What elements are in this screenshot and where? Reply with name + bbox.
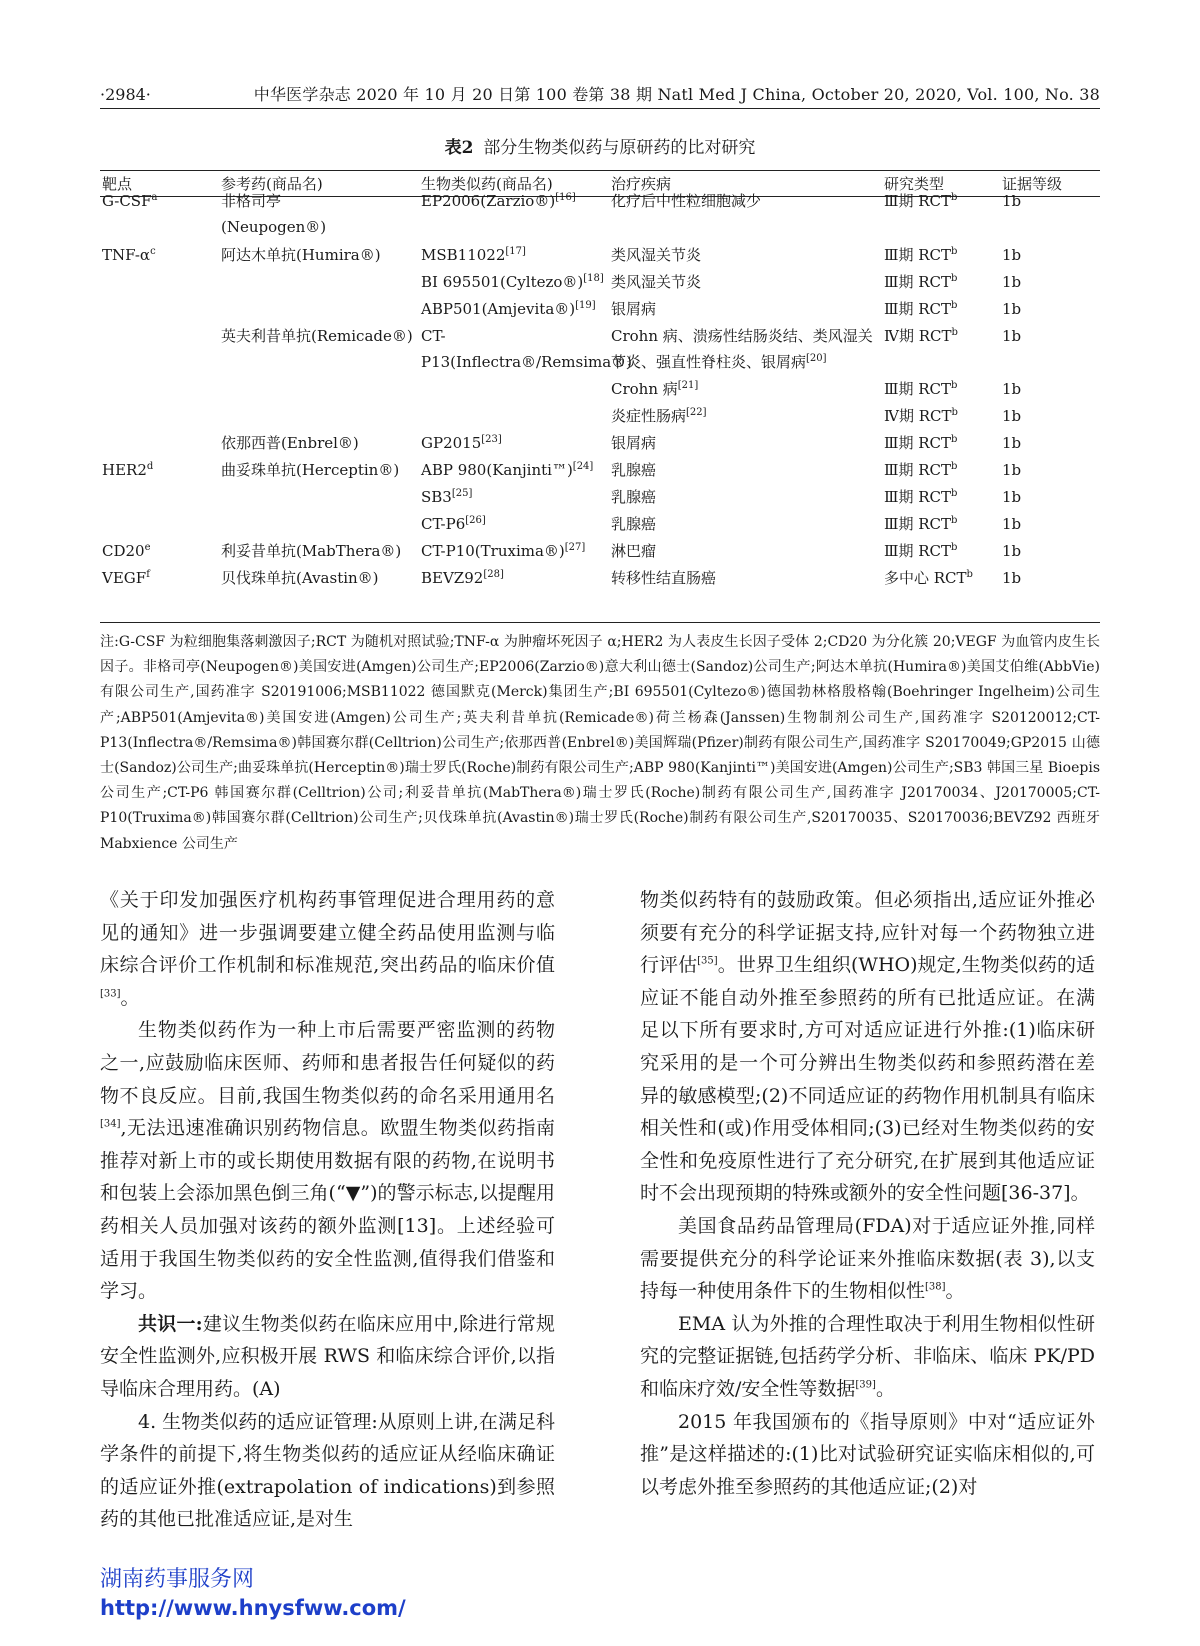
table-cell-study-type: Ⅲ期 RCT$^b$ bbox=[884, 246, 958, 264]
footnote-marker: b bbox=[951, 515, 958, 526]
table-cell-study-type: Ⅲ期 RCT$^b$ bbox=[884, 273, 958, 291]
table-cell-disease: 炎症性肠病[22] bbox=[611, 407, 707, 425]
footnote-marker: b bbox=[951, 327, 958, 338]
body-paragraph-right: 物类似药特有的鼓励政策。但必须指出,适应证外推必须要有充分的科学证据支持,应针对每一个药物独立进行评估[35]。世界卫生组织(WHO)规定,生物类似药的适应证不能自动外推至参照药的所有已批适应证。在满足以下所有要求时,方可对适应证进行外推:(1)临床研究采用的是一个可分辨出生物类似药和参照药潜在差异的敏感模型;(2)不同适应证的药物作用机制具有临床相关性和(或)作用受体相同;(3)已经对生物类似药的安全性和免疫原性进行了充分研究,在扩展到其他适应证时不会出现预期的特殊或额外的安全性问题[36-37]。 bbox=[640, 889, 1095, 1205]
table-cell-evidence-level: 1b bbox=[1002, 246, 1022, 264]
table-cell-evidence-level: 1b bbox=[1002, 192, 1022, 210]
table-header-col-disease: 治疗疾病 bbox=[611, 175, 672, 193]
table-cell-biosimilar: EP2006(Zarzio®)[16] bbox=[421, 192, 576, 210]
table-cell-study-type: Ⅲ期 RCT$^b$ bbox=[884, 542, 958, 560]
citation-ref: [18] bbox=[583, 273, 604, 284]
citation-ref: [38] bbox=[925, 1281, 946, 1293]
citation-ref: [28] bbox=[483, 569, 504, 580]
footnote-marker: b bbox=[951, 542, 958, 553]
table-cell-evidence-level: 1b bbox=[1002, 461, 1022, 479]
table-header-col-study-type: 研究类型 bbox=[884, 175, 945, 193]
table-cell-disease: 乳腺癌 bbox=[611, 461, 657, 479]
table-cell-evidence-level: 1b bbox=[1002, 542, 1022, 560]
table-cell-biosimilar: ABP501(Amjevita®)[19] bbox=[421, 300, 596, 318]
table-cell-biosimilar: BI 695501(Cyltezo®)[18] bbox=[421, 273, 604, 291]
table-cell-reference: 曲妥珠单抗(Herceptin®) bbox=[221, 461, 400, 479]
body-paragraph-right: 美国食品药品管理局(FDA)对于适应证外推,同样需要提供充分的科学论证来外推临床数据(表 3),以支持每一种使用条件下的生物相似性[38]。 bbox=[640, 1214, 1095, 1303]
body-paragraph-right: EMA 认为外推的合理性取决于利用生物相似性研究的完整证据链,包括药学分析、非临床、临床 PK/PD 和临床疗效/安全性等数据[39]。 bbox=[640, 1312, 1095, 1400]
table-cell-study-type: Ⅲ期 RCT$^b$ bbox=[884, 300, 958, 318]
footnote-marker: f bbox=[146, 569, 150, 580]
footnote-marker: b bbox=[951, 192, 958, 203]
citation-ref: [25] bbox=[451, 488, 473, 499]
table-cell-disease: 银屑病 bbox=[611, 300, 657, 318]
watermark-site-name: 湖南药事服务网 bbox=[100, 1567, 255, 1592]
table-caption bbox=[100, 136, 1100, 160]
table-cell-reference: 阿达木单抗(Humira®) bbox=[221, 246, 381, 264]
table-bottom-rule bbox=[100, 622, 1100, 623]
citation-ref: [22] bbox=[686, 407, 707, 418]
citation-ref: [34] bbox=[100, 1118, 121, 1130]
body-column-right bbox=[640, 884, 1095, 1503]
table-cell-biosimilar: ABP 980(Kanjinti™)[24] bbox=[421, 461, 594, 479]
table-title: 部分生物类似药与原研药的比对研究 bbox=[483, 138, 756, 158]
citation-ref: [35] bbox=[697, 955, 718, 967]
table-note: 注:G-CSF 为粒细胞集落刺激因子;RCT 为随机对照试验;TNF-α 为肿瘤坏死因子 α;HER2 为人表皮生长因子受体 2;CD20 为分化簇 20;VEGF 为血管内皮生长因子。非格司亭(Neupogen®)美国安进(Amgen)公司生产;EP2006(Zarzio®)意大利山德士(Sandoz)公司生产;阿达木单抗(Humira®)美国艾伯维(AbbVie)有限公司生产,国药准字 S20191006;MSB11022 德国默克(Merck)集团生产;BI 695501(Cyltezo®)德国勃林格殷格翰(Boehringer Ingelheim)公司生产;ABP501(Amjevita®)美国安进(Amgen)公司生产;英夫利昔单抗(Remicade®)荷兰杨森(Janssen)生物制剂公司生产,国药准字 S20120012;CT-P13(Inflectra®/Remsima®)韩国赛尔群(Celltrion)公司生产;依那西普(Enbrel®)美国辉瑞(Pfizer)制药有限公司生产,国药准字 S20170049;GP2015 山德士(Sandoz)公司生产;曲妥珠单抗(Herceptin®)瑞士罗氏(Roche)制药有限公司生产;ABP 980(Kanjinti™)美国安进(Amgen)公司生产;SB3 韩国三星 Bioepis 公司生产;CT-P6 韩国赛尔群(Celltrion)公司;利妥昔单抗(MabThera®)瑞士罗氏(Roche)制药有限公司生产,国药准字 J20170034、J20170005;CT-P10(Truxima®)韩国赛尔群(Celltrion)公司生产;贝伐珠单抗(Avastin®)瑞士罗氏(Roche)制药有限公司生产,S20170035、S20170036;BEVZ92 西班牙 Mabxience 公司生产 bbox=[100, 634, 1100, 852]
table-cell-study-type: 多中心 RCT$^b$ bbox=[884, 569, 973, 587]
table-cell-biosimilar: CT-P10(Truxima®)[27] bbox=[421, 542, 586, 560]
table-cell-disease: 乳腺癌 bbox=[611, 515, 657, 533]
footnote-marker: d bbox=[146, 461, 154, 472]
table-cell-disease: 淋巴瘤 bbox=[611, 542, 657, 560]
body-paragraph-left: 4. 生物类似药的适应证管理:从原则上讲,在满足科学条件的前提下,将生物类似药的适应证从经临床确证的适应证外推(extrapolation of indications)到参照药的其他已批准适应证,是对生 bbox=[100, 1410, 555, 1531]
table-cell-study-type: Ⅳ期 RCT$^b$ bbox=[884, 327, 958, 345]
citation-ref: [20] bbox=[806, 353, 827, 364]
table-cell-disease: 化疗后中性粒细胞减少 bbox=[611, 192, 762, 210]
page-number: ·2984· bbox=[100, 85, 151, 104]
table-cell-study-type: Ⅲ期 RCT$^b$ bbox=[884, 192, 958, 210]
footnote-marker: a bbox=[151, 192, 158, 203]
table-cell-target: TNF-$\alpha^c$ bbox=[102, 246, 156, 264]
table-cell-evidence-level: 1b bbox=[1002, 273, 1022, 291]
table-header-col-reference: 参考药(商品名) bbox=[221, 175, 323, 193]
table-cell-target: G-CSF$^a$ bbox=[102, 192, 158, 210]
footnote-marker: b bbox=[951, 407, 958, 418]
citation-ref: [33] bbox=[100, 988, 121, 1000]
body-paragraph-left: 《关于印发加强医疗机构药事管理促进合理用药的意见的通知》进一步强调要建立健全药品使用监测与临床综合评价工作机制和标准规范,突出药品的临床价值[33]。 bbox=[100, 889, 555, 1009]
table-cell-study-type: Ⅲ期 RCT$^b$ bbox=[884, 461, 958, 479]
footnote-marker: e bbox=[144, 542, 151, 553]
citation-ref: [17] bbox=[505, 246, 526, 257]
table-header-col-target: 靶点 bbox=[102, 175, 133, 193]
footnote-marker: c bbox=[150, 246, 156, 257]
table-cell-reference: 英夫利昔单抗(Remicade®) bbox=[221, 327, 413, 345]
watermark-url[interactable]: http://www.hnysfww.com/ bbox=[100, 1596, 406, 1620]
running-header bbox=[100, 84, 1100, 106]
table-cell-reference: 贝伐珠单抗(Avastin®) bbox=[221, 569, 379, 587]
table-cell-biosimilar: SB3[25] bbox=[421, 488, 473, 506]
citation-ref: [24] bbox=[572, 461, 594, 472]
table-cell-evidence-level: 1b bbox=[1002, 327, 1022, 345]
table-cell-evidence-level: 1b bbox=[1002, 407, 1022, 425]
body-paragraph-left: 生物类似药作为一种上市后需要严密监测的药物之一,应鼓励临床医师、药师和患者报告任何疑似的药物不良反应。目前,我国生物类似药的命名采用通用名[34],无法迅速准确识别药物信息。欧盟生物类似药指南推荐对新上市的或长期使用数据有限的药物,在说明书和包装上会添加黑色倒三角(“▼”)的警示标志,以提醒用药相关人员加强对该药的额外监测[13]。上述经验可适用于我国生物类似药的安全性监测,值得我们借鉴和学习。 bbox=[100, 1019, 555, 1303]
table-cell-disease: Crohn 病[21] bbox=[611, 380, 699, 398]
footnote-marker: b bbox=[966, 569, 973, 580]
table-cell-target: HER2$^d$ bbox=[102, 461, 154, 479]
table-cell-biosimilar: GP2015[23] bbox=[421, 434, 502, 452]
footnote-marker: b bbox=[951, 380, 958, 391]
table-cell-evidence-level: 1b bbox=[1002, 380, 1022, 398]
citation-ref: [21] bbox=[677, 380, 699, 391]
table-cell-study-type: Ⅲ期 RCT$^b$ bbox=[884, 380, 958, 398]
table-number: 表2 bbox=[444, 138, 474, 158]
citation-ref: [23] bbox=[481, 434, 502, 445]
journal-citation: 中华医学杂志 2020 年 10 月 20 日第 100 卷第 38 期 Natl Med J China, October 20, 2020, Vol. 100, No. 38 bbox=[253, 85, 1100, 104]
table-cell-study-type: Ⅲ期 RCT$^b$ bbox=[884, 434, 958, 452]
footnote-marker: b bbox=[951, 434, 958, 445]
citation-ref: [26] bbox=[465, 515, 486, 526]
table-cell-evidence-level: 1b bbox=[1002, 300, 1022, 318]
table-cell-reference: 利妥昔单抗(MabThera®) bbox=[221, 542, 402, 560]
table-header-col-evidence: 证据等级 bbox=[1002, 175, 1063, 193]
table-cell-biosimilar: CT-P6[26] bbox=[421, 515, 486, 533]
table-header-col-biosimilar: 生物类似药(商品名) bbox=[421, 175, 553, 193]
header-rule bbox=[100, 108, 1100, 109]
table-cell-evidence-level: 1b bbox=[1002, 434, 1022, 452]
table-cell-disease: 乳腺癌 bbox=[611, 488, 657, 506]
table-cell-disease: 类风湿关节炎 bbox=[611, 273, 702, 291]
table-cell-evidence-level: 1b bbox=[1002, 569, 1022, 587]
body-column-left bbox=[100, 884, 555, 1536]
citation-ref: [19] bbox=[575, 300, 596, 311]
table-cell-reference: 非格司亭(Neupogen®) bbox=[221, 192, 327, 236]
consensus-label: 共识一: bbox=[138, 1312, 203, 1335]
table-cell-study-type: Ⅳ期 RCT$^b$ bbox=[884, 407, 958, 425]
table-cell-disease: 银屑病 bbox=[611, 434, 657, 452]
table-cell-study-type: Ⅲ期 RCT$^b$ bbox=[884, 488, 958, 506]
table-cell-reference: 依那西普(Enbrel®) bbox=[221, 434, 359, 452]
body-paragraph-right: 2015 年我国颁布的《指导原则》中对“适应证外推”是这样描述的:(1)比对试验研究证实临床相似的,可以考虑外推至参照药的其他适应证;(2)对 bbox=[640, 1410, 1095, 1498]
footnote-marker: b bbox=[951, 461, 958, 472]
table-cell-disease: Crohn 病、溃疡性结肠炎结、类风湿关节炎、强直性脊柱炎、银屑病[20] bbox=[611, 327, 873, 371]
table-cell-target: CD20e bbox=[102, 542, 151, 560]
table-cell-biosimilar: MSB11022[17] bbox=[421, 246, 526, 264]
footnote-marker: b bbox=[951, 273, 958, 284]
body-paragraph-left: 共识一:建议生物类似药在临床应用中,除进行常规安全性监测外,应积极开展 RWS 和临床综合评价,以指导临床合理用药。(A) bbox=[100, 1312, 555, 1400]
citation-ref: [39] bbox=[855, 1379, 876, 1391]
table-cell-evidence-level: 1b bbox=[1002, 488, 1022, 506]
table-cell-evidence-level: 1b bbox=[1002, 515, 1022, 533]
table-cell-study-type: Ⅲ期 RCT$^b$ bbox=[884, 515, 958, 533]
table-cell-target: VEGF$^f$ bbox=[102, 569, 150, 587]
footnote-marker: b bbox=[951, 300, 958, 311]
footnote-marker: b bbox=[951, 488, 958, 499]
table-cell-disease: 类风湿关节炎 bbox=[611, 246, 702, 264]
citation-ref: [16] bbox=[555, 192, 576, 203]
table-cell-disease: 转移性结直肠癌 bbox=[611, 569, 717, 587]
table-cell-biosimilar: CT-P13(Inflectra®/Remsima®) bbox=[421, 327, 633, 371]
table-cell-biosimilar: BEVZ92[28] bbox=[421, 569, 504, 587]
footnote-marker: b bbox=[951, 246, 958, 257]
citation-ref: [27] bbox=[564, 542, 586, 553]
